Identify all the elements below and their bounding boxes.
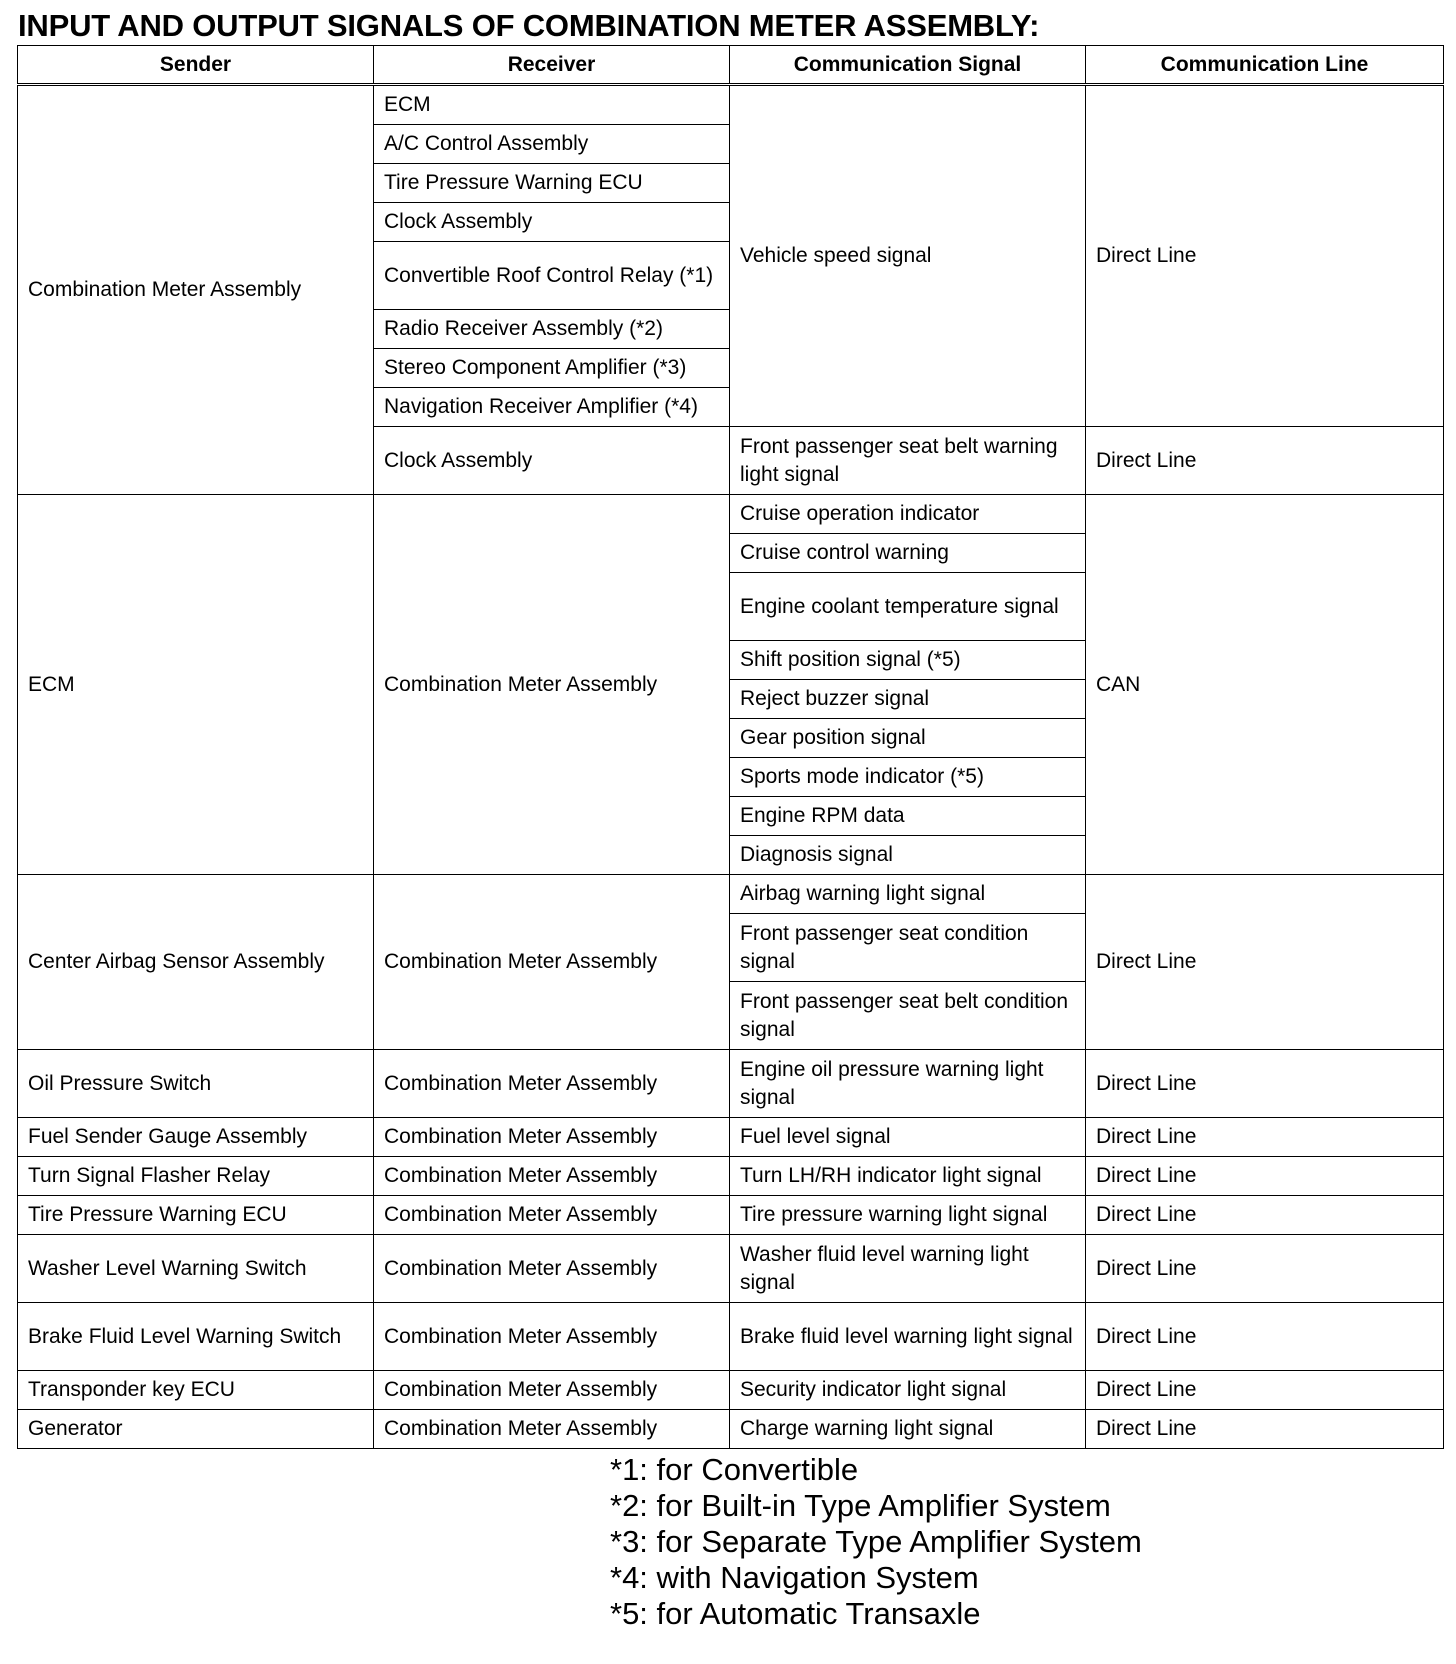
table-row [18,1157,1444,1196]
receiver-cell: Navigation Receiver Amplifier (*4) [374,388,730,427]
sender-cell: Washer Level Warning Switch [18,1235,374,1303]
page-title: INPUT AND OUTPUT SIGNALS OF COMBINATION METER ASSEMBLY: [18,8,1040,43]
footnote: *3: for Separate Type Amplifier System [610,1524,1142,1559]
sender-cell: Center Airbag Sensor Assembly [18,875,374,1050]
receiver-cell: Combination Meter Assembly [374,1303,730,1371]
footnote: *2: for Built-in Type Amplifier System [610,1488,1111,1523]
signal-cell: Engine oil pressure warning light signal [730,1050,1086,1118]
sender-cell: ECM [18,495,374,875]
signal-cell: Diagnosis signal [730,836,1086,875]
table-header-row [18,46,1444,85]
receiver-cell: Combination Meter Assembly [374,1196,730,1235]
signal-cell: Gear position signal [730,719,1086,758]
line-cell: Direct Line [1086,85,1444,427]
signal-cell: Shift position signal (*5) [730,641,1086,680]
signal-cell: Cruise operation indicator [730,495,1086,534]
table-row [18,1303,1444,1371]
sender-cell: Oil Pressure Switch [18,1050,374,1118]
footnote: *1: for Convertible [610,1452,859,1487]
receiver-cell: Combination Meter Assembly [374,1371,730,1410]
signal-cell: Tire pressure warning light signal [730,1196,1086,1235]
header-signal: Communication Signal [730,46,1086,85]
receiver-cell: Combination Meter Assembly [374,1118,730,1157]
signal-cell: Cruise control warning [730,534,1086,573]
sender-cell: Turn Signal Flasher Relay [18,1157,374,1196]
table-row [18,1050,1444,1118]
receiver-cell: Convertible Roof Control Relay (*1) [374,242,730,310]
sender-cell: Generator [18,1410,374,1449]
signal-cell: Reject buzzer signal [730,680,1086,719]
line-cell: CAN [1086,495,1444,875]
receiver-cell: Radio Receiver Assembly (*2) [374,310,730,349]
receiver-cell: A/C Control Assembly [374,125,730,164]
sender-cell: Brake Fluid Level Warning Switch [18,1303,374,1371]
signal-cell: Security indicator light signal [730,1371,1086,1410]
line-cell: Direct Line [1086,1157,1444,1196]
table-row [18,1235,1444,1303]
receiver-cell: Stereo Component Amplifier (*3) [374,349,730,388]
receiver-cell: Clock Assembly [374,203,730,242]
receiver-cell: Combination Meter Assembly [374,1235,730,1303]
receiver-cell: Combination Meter Assembly [374,1050,730,1118]
receiver-cell: ECM [374,85,730,125]
signal-cell: Fuel level signal [730,1118,1086,1157]
header-line: Communication Line [1086,46,1444,85]
signal-cell: Front passenger seat belt warning light signal [730,427,1086,495]
receiver-cell: Combination Meter Assembly [374,875,730,1050]
signal-cell: Front passenger seat condition signal [730,914,1086,982]
table-row [18,1196,1444,1235]
signal-cell: Engine RPM data [730,797,1086,836]
sender-cell: Transponder key ECU [18,1371,374,1410]
table-row [18,495,1444,534]
receiver-cell: Combination Meter Assembly [374,1157,730,1196]
receiver-cell: Clock Assembly [374,427,730,495]
line-cell: Direct Line [1086,1371,1444,1410]
sender-cell: Combination Meter Assembly [18,85,374,495]
header-receiver: Receiver [374,46,730,85]
signal-cell: Brake fluid level warning light signal [730,1303,1086,1371]
signal-cell: Front passenger seat belt condition signal [730,982,1086,1050]
footnote: *5: for Automatic Transaxle [610,1596,981,1631]
line-cell: Direct Line [1086,1235,1444,1303]
signals-table [17,45,1444,1449]
table-row [18,875,1444,914]
line-cell: Direct Line [1086,1303,1444,1371]
signal-cell: Sports mode indicator (*5) [730,758,1086,797]
signal-cell: Charge warning light signal [730,1410,1086,1449]
line-cell: Direct Line [1086,875,1444,1050]
table-row [18,1371,1444,1410]
table-row [18,1410,1444,1449]
footnotes [610,1452,1142,1632]
line-cell: Direct Line [1086,1196,1444,1235]
sender-cell: Fuel Sender Gauge Assembly [18,1118,374,1157]
receiver-cell: Tire Pressure Warning ECU [374,164,730,203]
header-sender: Sender [18,46,374,85]
receiver-cell: Combination Meter Assembly [374,1410,730,1449]
table-row [18,85,1444,125]
signal-cell: Vehicle speed signal [730,85,1086,427]
signal-cell: Engine coolant temperature signal [730,573,1086,641]
table-row [18,1118,1444,1157]
receiver-cell: Combination Meter Assembly [374,495,730,875]
line-cell: Direct Line [1086,1050,1444,1118]
signal-cell: Washer fluid level warning light signal [730,1235,1086,1303]
line-cell: Direct Line [1086,427,1444,495]
sender-cell: Tire Pressure Warning ECU [18,1196,374,1235]
signal-cell: Airbag warning light signal [730,875,1086,914]
footnote: *4: with Navigation System [610,1560,979,1595]
line-cell: Direct Line [1086,1118,1444,1157]
signal-cell: Turn LH/RH indicator light signal [730,1157,1086,1196]
line-cell: Direct Line [1086,1410,1444,1449]
